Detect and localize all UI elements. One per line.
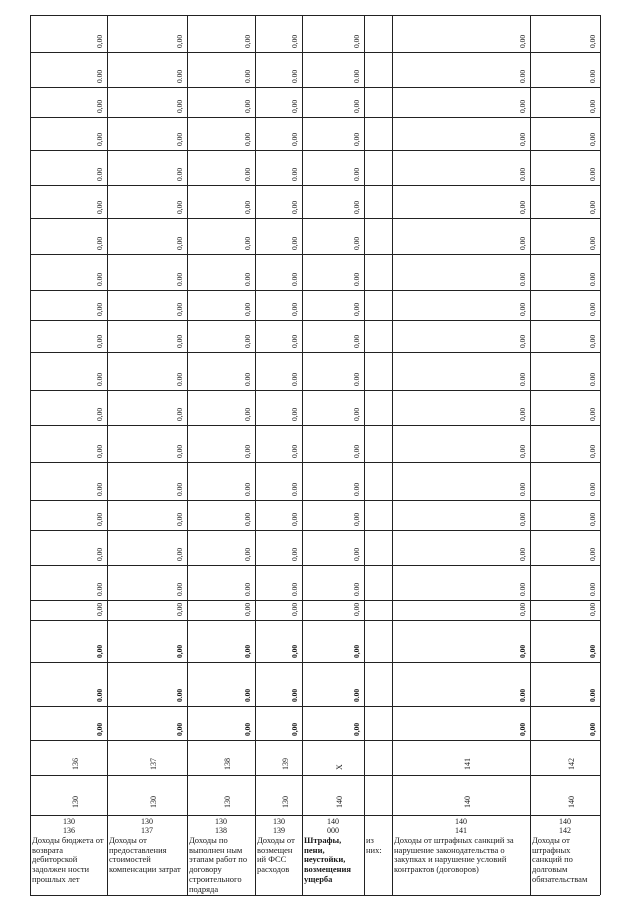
code-border-3 (30, 895, 600, 896)
value-cell: 0.00 (588, 688, 597, 702)
value-cell: 0,00 (95, 236, 104, 250)
col-border-16 (30, 565, 600, 566)
value-cell: 0.00 (518, 272, 527, 286)
value-cell: 0,00 (518, 722, 527, 736)
value-cell: 0.00 (588, 69, 597, 83)
value-cell: 0.00 (243, 482, 252, 496)
value-cell: 0.00 (352, 69, 361, 83)
col-border-7 (30, 254, 600, 255)
value-cell: 0.00 (352, 688, 361, 702)
value-cell: 0,00 (518, 602, 527, 616)
row-border-3 (255, 15, 256, 895)
value-cell: 0,00 (352, 644, 361, 658)
value-cell: 0.00 (175, 582, 184, 596)
value-cell: 0,00 (243, 512, 252, 526)
value-cell: 0,00 (95, 99, 104, 113)
value-cell: 0,00 (588, 602, 597, 616)
value-cell: 0,00 (352, 132, 361, 146)
value-cell: 0,00 (352, 547, 361, 561)
value-cell: 0,00 (588, 99, 597, 113)
value-cell: 0,00 (95, 407, 104, 421)
value-cell: 0,00 (175, 547, 184, 561)
value-cell: 0.00 (588, 167, 597, 181)
value-cell: 0.00 (290, 167, 299, 181)
value-cell: 0,00 (518, 407, 527, 421)
value-cell: 0,00 (95, 722, 104, 736)
value-cell: 0,00 (588, 302, 597, 316)
col-border-9 (30, 320, 600, 321)
value-cell: 0,00 (175, 722, 184, 736)
value-cell: 0,00 (352, 512, 361, 526)
value-cell: 0,00 (290, 644, 299, 658)
value-cell: 0,00 (352, 200, 361, 214)
value-cell: 0.00 (352, 582, 361, 596)
value-cell: 0,00 (175, 132, 184, 146)
value-cell: 0,00 (95, 334, 104, 348)
value-cell: 0,00 (290, 200, 299, 214)
code-b: 130 (71, 796, 80, 808)
code-c: 137 (149, 758, 158, 770)
code-b: 130 (223, 796, 232, 808)
value-cell: 0,00 (243, 407, 252, 421)
value-cell: 0,00 (588, 644, 597, 658)
value-cell: 0.00 (290, 372, 299, 386)
value-cell: 0,00 (588, 722, 597, 736)
code-border-2 (30, 815, 600, 816)
value-cell: 0,00 (290, 407, 299, 421)
col-border-4 (30, 150, 600, 151)
value-cell: 0,00 (518, 334, 527, 348)
value-cell: 0,00 (243, 34, 252, 48)
value-cell: 0,00 (290, 444, 299, 458)
value-cell: 0,00 (518, 512, 527, 526)
value-cell: 0,00 (518, 200, 527, 214)
value-cell: 0,00 (175, 644, 184, 658)
code-b: 140 (567, 796, 576, 808)
value-cell: 0,00 (243, 602, 252, 616)
col-border-3 (30, 117, 600, 118)
col-border-10 (30, 352, 600, 353)
code-b: 140 (463, 796, 472, 808)
code-a: 140 142 (559, 817, 571, 835)
row-border-4 (302, 15, 303, 895)
code-b: 140 (335, 796, 344, 808)
col-border-11 (30, 390, 600, 391)
value-cell: 0,00 (95, 547, 104, 561)
value-cell: 0.00 (352, 167, 361, 181)
row-label: Доходы от предоставления стоимостей компенсации затрат (109, 835, 181, 875)
value-cell: 0,00 (243, 334, 252, 348)
code-c: 142 (567, 758, 576, 770)
code-b: 130 (281, 796, 290, 808)
value-cell: 0.00 (290, 688, 299, 702)
row-border-8 (600, 15, 601, 895)
value-cell: 0.00 (588, 372, 597, 386)
value-cell: 0,00 (243, 302, 252, 316)
value-cell: 0.00 (352, 372, 361, 386)
col-border-2 (30, 87, 600, 88)
col-border-8 (30, 290, 600, 291)
row-border-6 (392, 15, 393, 895)
value-cell: 0,00 (243, 236, 252, 250)
value-cell: 0.00 (175, 69, 184, 83)
code-a: 140 141 (455, 817, 467, 835)
value-cell: 0,00 (175, 302, 184, 316)
value-cell: 0,00 (588, 200, 597, 214)
value-cell: 0,00 (243, 444, 252, 458)
code-border-1 (30, 775, 600, 776)
row-label: Доходы от штрафных санкций по долговым обязательствам (532, 835, 588, 884)
value-cell: 0.00 (352, 482, 361, 496)
value-cell: 0.00 (290, 582, 299, 596)
row-label: из них: (366, 835, 382, 855)
value-cell: 0.00 (290, 272, 299, 286)
value-cell: 0.00 (518, 167, 527, 181)
value-cell: 0,00 (95, 602, 104, 616)
value-cell: 0,00 (175, 99, 184, 113)
value-cell: 0,00 (290, 602, 299, 616)
value-cell: 0,00 (290, 302, 299, 316)
value-cell: 0,00 (588, 132, 597, 146)
value-cell: 0,00 (352, 99, 361, 113)
col-border-0 (30, 15, 600, 16)
col-border-15 (30, 530, 600, 531)
value-cell: 0,00 (175, 334, 184, 348)
value-cell: 0,00 (95, 132, 104, 146)
value-cell: 0,00 (175, 512, 184, 526)
value-cell: 0.00 (290, 69, 299, 83)
row-label: Доходы от возмещен ий ФСС расходов (257, 835, 295, 875)
code-c: 138 (223, 758, 232, 770)
value-cell: 0,00 (95, 444, 104, 458)
value-cell: 0,00 (175, 200, 184, 214)
code-a: 130 139 (273, 817, 285, 835)
value-cell: 0.00 (95, 482, 104, 496)
value-cell: 0.00 (95, 372, 104, 386)
row-label: Штрафы, пени, неустойки, возмещения ущерба (304, 835, 351, 884)
row-label: Доходы по выполнен ным этапам работ по договору строительного подряда (189, 835, 248, 894)
value-cell: 0.00 (243, 167, 252, 181)
value-cell: 0,00 (352, 334, 361, 348)
code-a: 140 000 (327, 817, 339, 835)
value-cell: 0,00 (95, 34, 104, 48)
value-cell: 0.00 (243, 272, 252, 286)
value-cell: 0,00 (518, 547, 527, 561)
value-cell: 0,00 (518, 236, 527, 250)
value-cell: 0,00 (95, 200, 104, 214)
value-cell: 0.00 (518, 482, 527, 496)
value-cell: 0,00 (290, 722, 299, 736)
col-border-21 (30, 740, 600, 741)
value-cell: 0.00 (518, 688, 527, 702)
value-cell: 0.00 (588, 582, 597, 596)
value-cell: 0.00 (243, 372, 252, 386)
code-a: 130 137 (141, 817, 153, 835)
value-cell: 0.00 (290, 482, 299, 496)
value-cell: 0,00 (290, 34, 299, 48)
value-cell: 0.00 (95, 272, 104, 286)
value-cell: 0.00 (518, 69, 527, 83)
col-border-6 (30, 218, 600, 219)
value-cell: 0,00 (588, 34, 597, 48)
value-cell: 0.00 (95, 582, 104, 596)
col-border-14 (30, 500, 600, 501)
row-border-1 (107, 15, 108, 895)
value-cell: 0,00 (518, 132, 527, 146)
value-cell: 0,00 (352, 34, 361, 48)
value-cell: 0.00 (352, 272, 361, 286)
value-cell: 0,00 (290, 334, 299, 348)
value-cell: 0,00 (588, 236, 597, 250)
value-cell: 0,00 (95, 644, 104, 658)
code-c: 139 (281, 758, 290, 770)
value-cell: 0,00 (243, 99, 252, 113)
value-cell: 0,00 (588, 444, 597, 458)
value-cell: 0.00 (95, 688, 104, 702)
value-cell: 0,00 (243, 722, 252, 736)
value-cell: 0,00 (175, 444, 184, 458)
value-cell: 0,00 (588, 512, 597, 526)
row-label: Доходы от штрафных санкций за нарушение законодательства о закупках и нарушение условий контрактов (договоров) (394, 835, 514, 875)
code-c: 141 (463, 758, 472, 770)
value-cell: 0,00 (175, 602, 184, 616)
value-cell: 0.00 (95, 167, 104, 181)
value-cell: 0,00 (95, 512, 104, 526)
value-cell: 0.00 (243, 69, 252, 83)
value-cell: 0.00 (518, 582, 527, 596)
value-cell: 0,00 (518, 444, 527, 458)
row-border-2 (187, 15, 188, 895)
value-cell: 0,00 (243, 200, 252, 214)
value-cell: 0,00 (243, 547, 252, 561)
code-a: 130 138 (215, 817, 227, 835)
col-border-13 (30, 462, 600, 463)
value-cell: 0,00 (175, 407, 184, 421)
code-c: X (335, 764, 344, 770)
value-cell: 0,00 (352, 302, 361, 316)
col-border-19 (30, 662, 600, 663)
value-cell: 0,00 (588, 407, 597, 421)
value-cell: 0.00 (243, 582, 252, 596)
value-cell: 0,00 (243, 132, 252, 146)
value-cell: 0,00 (352, 602, 361, 616)
value-cell: 0.00 (175, 688, 184, 702)
row-border-7 (530, 15, 531, 895)
value-cell: 0.00 (588, 272, 597, 286)
col-border-17 (30, 600, 600, 601)
value-cell: 0.00 (95, 69, 104, 83)
code-a: 130 136 (63, 817, 75, 835)
value-cell: 0,00 (518, 34, 527, 48)
col-border-12 (30, 425, 600, 426)
row-border-5 (364, 15, 365, 895)
value-cell: 0,00 (175, 236, 184, 250)
row-label: Доходы бюджета от возврата дебиторской задолжен ности прошлых лет (32, 835, 104, 884)
value-cell: 0,00 (588, 547, 597, 561)
code-c: 136 (71, 758, 80, 770)
value-cell: 0,00 (352, 722, 361, 736)
value-cell: 0,00 (175, 34, 184, 48)
value-cell: 0,00 (352, 236, 361, 250)
code-b: 130 (149, 796, 158, 808)
value-cell: 0.00 (518, 372, 527, 386)
value-cell: 0.00 (175, 372, 184, 386)
col-border-18 (30, 620, 600, 621)
value-cell: 0,00 (290, 99, 299, 113)
value-cell: 0.00 (175, 482, 184, 496)
value-cell: 0.00 (175, 272, 184, 286)
value-cell: 0,00 (518, 99, 527, 113)
value-cell: 0.00 (175, 167, 184, 181)
value-cell: 0,00 (518, 302, 527, 316)
value-cell: 0,00 (518, 644, 527, 658)
value-cell: 0.00 (243, 688, 252, 702)
value-cell: 0,00 (243, 644, 252, 658)
value-cell: 0,00 (352, 407, 361, 421)
col-border-5 (30, 185, 600, 186)
value-cell: 0.00 (588, 482, 597, 496)
value-cell: 0,00 (290, 132, 299, 146)
value-cell: 0,00 (95, 302, 104, 316)
value-cell: 0,00 (588, 334, 597, 348)
col-border-1 (30, 52, 600, 53)
value-cell: 0,00 (290, 236, 299, 250)
row-border-0 (30, 15, 31, 895)
value-cell: 0,00 (290, 512, 299, 526)
col-border-20 (30, 706, 600, 707)
value-cell: 0,00 (352, 444, 361, 458)
value-cell: 0,00 (290, 547, 299, 561)
